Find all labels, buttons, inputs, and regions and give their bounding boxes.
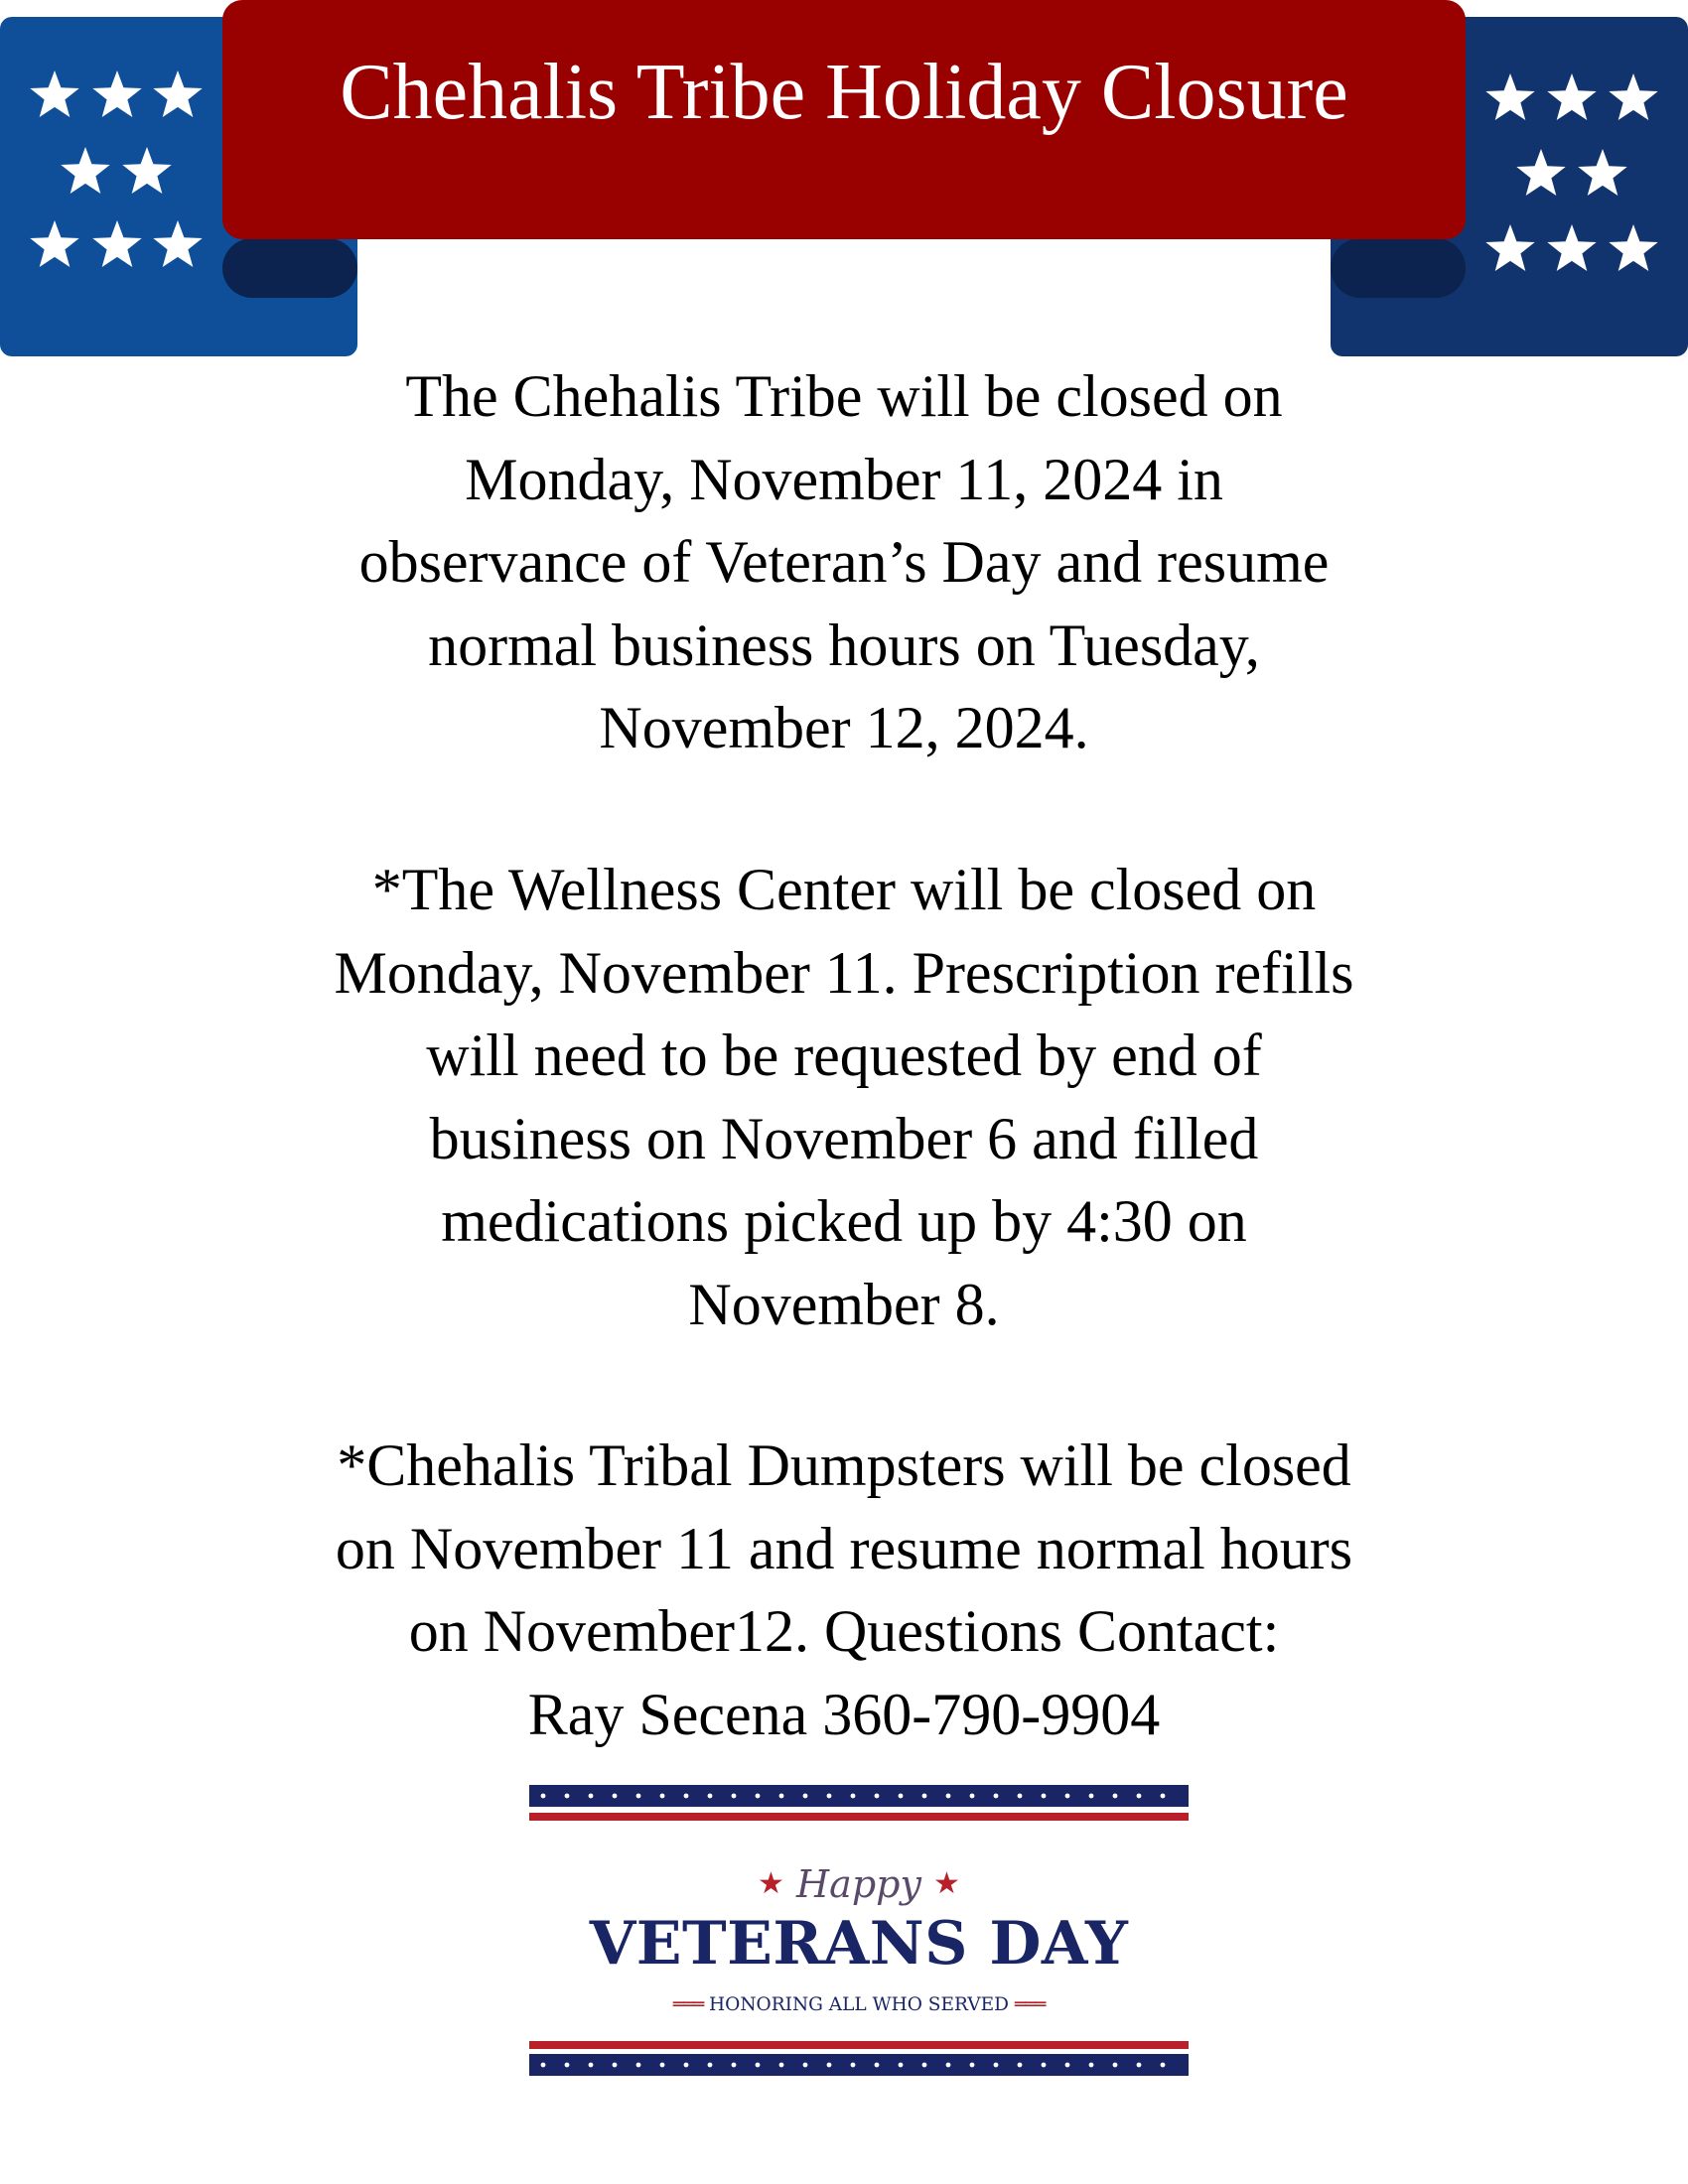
- band-star-dot: [1042, 1794, 1047, 1799]
- notice-line: on November 11 and resume normal hours: [335, 1515, 1353, 1581]
- band-star-dot: [756, 2063, 761, 2068]
- band-star-dot: [660, 1794, 665, 1799]
- notice-line: November 12, 2024.: [599, 695, 1089, 760]
- band-star-dot: [1089, 1794, 1094, 1799]
- happy-text: Happy: [796, 1862, 921, 1906]
- band-star-dot: [779, 2063, 784, 2068]
- band-star-dot: [922, 2063, 927, 2068]
- band-star-dot: [1113, 2063, 1118, 2068]
- band-star-dot: [827, 1794, 832, 1799]
- band-star-dot: [589, 1794, 594, 1799]
- notice-line: *The Wellness Center will be closed on: [371, 857, 1317, 922]
- wellness-center-notice: [149, 849, 1539, 1346]
- notice-line: on November12. Questions Contact:: [408, 1598, 1280, 1664]
- band-star-dot: [589, 2063, 594, 2068]
- band-star-dot: [1089, 2063, 1094, 2068]
- band-star-dot: [660, 2063, 665, 2068]
- band-star-dot: [684, 2063, 689, 2068]
- band-star-dot: [1042, 2063, 1047, 2068]
- band-star-dot: [875, 1794, 880, 1799]
- band-star-dot: [732, 2063, 737, 2068]
- band-star-dot: [946, 1794, 951, 1799]
- band-star-dot: [1161, 1794, 1166, 1799]
- band-star-dot: [1161, 2063, 1166, 2068]
- dumpsters-notice: [149, 1425, 1539, 1756]
- notice-line: normal business hours on Tuesday,: [428, 612, 1260, 678]
- band-star-dot: [922, 1794, 927, 1799]
- band-star-dot: [1018, 1794, 1023, 1799]
- contact-line: Ray Secena 360-790-9904: [527, 1681, 1161, 1747]
- band-star-dot: [1137, 1794, 1142, 1799]
- ribbon-fold-right: [1331, 238, 1466, 298]
- band-star-dot: [803, 2063, 808, 2068]
- band-star-dot: [970, 2063, 975, 2068]
- band-star-dot: [756, 1794, 761, 1799]
- band-star-dot: [1137, 2063, 1142, 2068]
- band-star-dot: [994, 1794, 999, 1799]
- band-star-dot: [1065, 1794, 1070, 1799]
- band-star-dot: [946, 2063, 951, 2068]
- veterans-tagline: [529, 1996, 1189, 2015]
- happy-script: [529, 1862, 1189, 1906]
- veterans-day-graphic: [529, 1785, 1189, 2087]
- band-star-dot: [875, 2063, 880, 2068]
- band-star-dot: [541, 1794, 546, 1799]
- page-title: Chehalis Tribe Holiday Closure: [340, 49, 1348, 136]
- band-star-dot: [541, 2063, 546, 2068]
- band-star-dot: [565, 2063, 570, 2068]
- notice-line: observance of Veteran’s Day and resume: [358, 529, 1330, 595]
- band-star-dot: [899, 1794, 904, 1799]
- band-star-dot: [684, 1794, 689, 1799]
- band-star-dot: [565, 1794, 570, 1799]
- band-star-dot: [994, 2063, 999, 2068]
- band-star-dot: [779, 1794, 784, 1799]
- veterans-day-title: VETERANS DAY: [589, 1909, 1129, 1979]
- band-star-dot: [827, 2063, 832, 2068]
- band-star-dot: [851, 2063, 856, 2068]
- tagline-text: HONORING ALL WHO SERVED: [709, 1994, 1009, 2015]
- notice-line: *Chehalis Tribal Dumpsters will be closed: [337, 1433, 1351, 1498]
- band-star-dot: [899, 2063, 904, 2068]
- band-star-dot: [613, 1794, 618, 1799]
- band-star-dot: [1018, 2063, 1023, 2068]
- band-star-dot: [708, 2063, 713, 2068]
- stripe-icon: ═══: [1014, 1994, 1046, 2015]
- band-star-dot: [636, 1794, 641, 1799]
- band-star-dot: [636, 2063, 641, 2068]
- band-star-dot: [708, 1794, 713, 1799]
- top-red-stripe: [529, 1813, 1189, 1821]
- star-icon: ★: [758, 1866, 784, 1901]
- star-icon: ★: [933, 1866, 960, 1901]
- band-star-dot: [1065, 2063, 1070, 2068]
- notice-line: will need to be requested by end of: [426, 1023, 1262, 1088]
- band-star-dot: [803, 1794, 808, 1799]
- notice-line: medications picked up by 4:30 on: [441, 1188, 1247, 1254]
- notice-line: Monday, November 11. Prescription refills: [334, 939, 1354, 1006]
- notice-line: The Chehalis Tribe will be closed on: [405, 363, 1283, 429]
- band-star-dot: [970, 1794, 975, 1799]
- notice-line: Monday, November 11, 2024 in: [465, 446, 1223, 512]
- closure-notice: [149, 355, 1539, 770]
- ribbon-fold-left: [222, 238, 357, 298]
- band-star-dot: [1113, 1794, 1118, 1799]
- stripe-icon: ═══: [672, 1994, 704, 2015]
- notice-line: business on November 6 and filled: [429, 1105, 1259, 1171]
- bottom-red-stripe: [529, 2041, 1189, 2049]
- band-star-dot: [613, 2063, 618, 2068]
- notice-line: November 8.: [688, 1271, 1000, 1337]
- band-star-dot: [732, 1794, 737, 1799]
- band-star-dot: [851, 1794, 856, 1799]
